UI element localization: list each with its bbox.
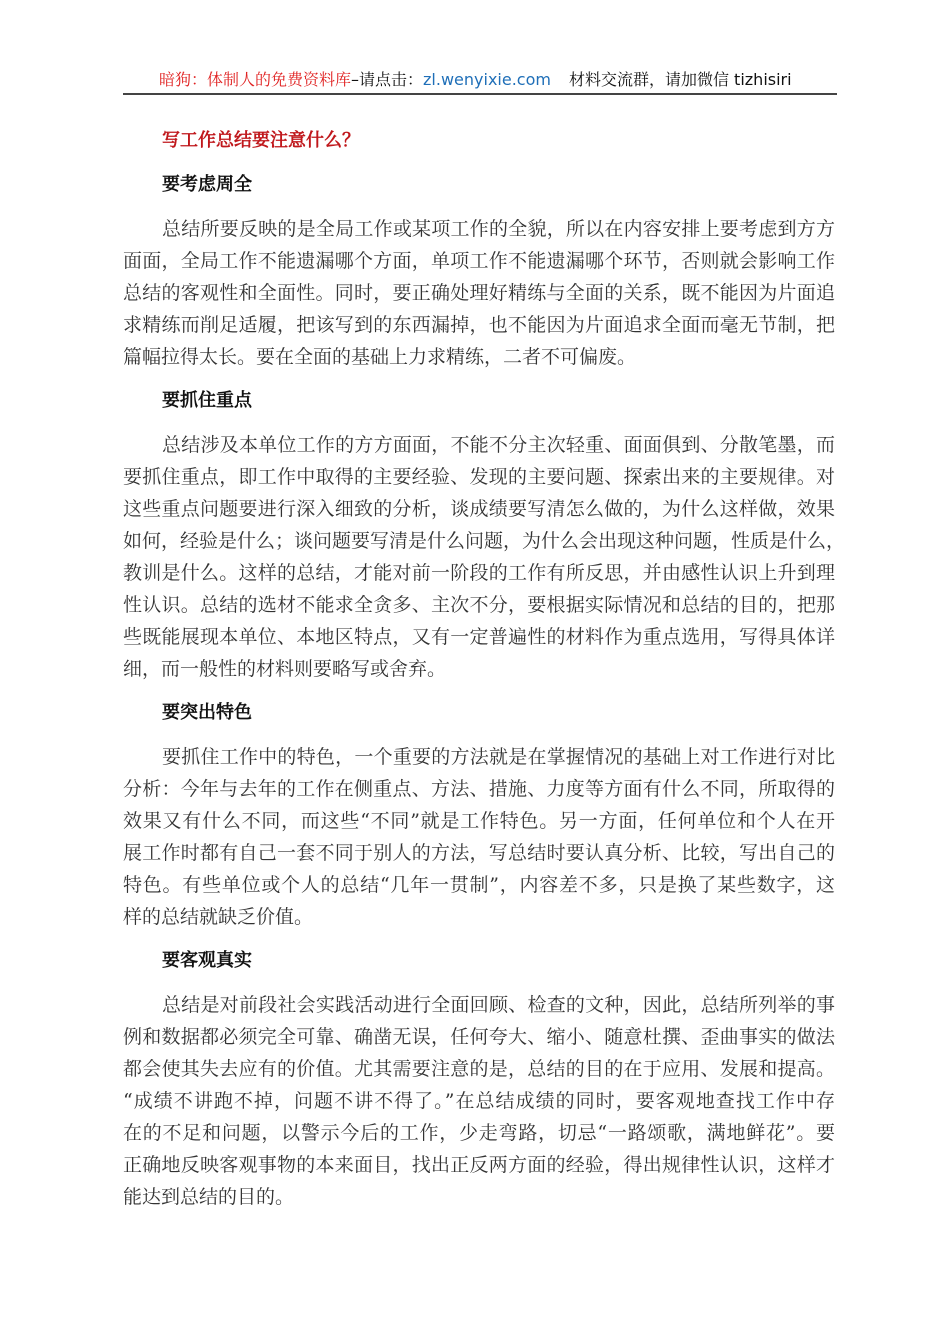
- paragraph-line: 求精练而削足适履，把该写到的东西漏掉，也不能因为片面追求全面而毫无节制，把: [123, 314, 835, 336]
- document-section: [123, 697, 835, 933]
- paragraph-line: 特色。有些单位或个人的总结“几年一贯制”，内容差不多，只是换了某些数字，这: [123, 874, 835, 896]
- paragraph-line: 这些重点问题要进行深入细致的分析，谈成绩要写清怎么做的，为什么这样做，效果: [123, 498, 835, 520]
- header-prompt: –请点击：: [351, 70, 424, 89]
- section-heading: 要考虑周全: [162, 174, 252, 195]
- paragraph-line: 总结涉及本单位工作的方方面面，不能不分主次轻重、面面俱到、分散笔墨，而: [162, 434, 835, 456]
- paragraph-line: 细，而一般性的材料则要略写或舍弃。: [123, 658, 447, 680]
- paragraph-line: 面面，全局工作不能遗漏哪个方面，单项工作不能遗漏哪个环节，否则就会影响工作: [123, 250, 835, 272]
- header-contact: 材料交流群，请加微信 tizhisiri: [568, 70, 792, 89]
- paragraph-line: 展工作时都有自己一套不同于别人的方法，写总结时要认真分析、比较，写出自己的: [123, 842, 835, 864]
- paragraph-line: 教训是什么。这样的总结，才能对前一阶段的工作有所反思，并由感性认识上升到理: [123, 562, 835, 584]
- paragraph-line: 些既能展现本单位、本地区特点，又有一定普遍性的材料作为重点选用，写得具体详: [123, 626, 835, 648]
- paragraph-line: 分析：今年与去年的工作在侧重点、方法、措施、力度等方面有什么不同，所取得的: [123, 778, 835, 800]
- paragraph-line: “成绩不讲跑不掉，问题不讲不得了。”在总结成绩的同时，要客观地查找工作中存: [123, 1090, 835, 1112]
- paragraph-line: 如何，经验是什么；谈问题要写清是什么问题，为什么会出现这种问题，性质是什么，: [123, 530, 846, 552]
- document-section: [123, 385, 846, 685]
- paragraph-line: 总结的客观性和全面性。同时，要正确处理好精练与全面的关系，既不能因为片面追: [123, 282, 835, 304]
- paragraph: [123, 989, 835, 1213]
- paragraph-line: 要抓住重点，即工作中取得的主要经验、发现的主要问题、探索出来的主要规律。对: [123, 466, 835, 488]
- section-heading: 要抓住重点: [162, 390, 252, 411]
- paragraph-line: 例和数据都必须完全可靠、确凿无误，任何夸大、缩小、随意杜撰、歪曲事实的做法: [123, 1026, 835, 1048]
- paragraph-line: 正确地反映客观事物的本来面目，找出正反两方面的经验，得出规律性认识，这样才: [123, 1154, 835, 1176]
- document-body: [123, 125, 846, 1213]
- paragraph-line: 都会使其失去应有的价值。尤其需要注意的是，总结的目的在于应用、发展和提高。: [123, 1058, 835, 1080]
- paragraph-line: 能达到总结的目的。: [123, 1186, 295, 1208]
- paragraph: [123, 741, 835, 933]
- paragraph: [123, 213, 835, 373]
- paragraph: [123, 429, 846, 685]
- document-title: 写工作总结要注意什么？: [162, 130, 360, 151]
- page-header: [123, 66, 837, 95]
- section-heading: 要客观真实: [162, 950, 252, 971]
- paragraph-line: 要抓住工作中的特色，一个重要的方法就是在掌握情况的基础上对工作进行对比: [162, 746, 835, 768]
- paragraph-line: 性认识。总结的选材不能求全贪多、主次不分，要根据实际情况和总结的目的，把那: [123, 594, 835, 616]
- paragraph-line: 总结是对前段社会实践活动进行全面回顾、检查的文种，因此，总结所列举的事: [162, 994, 835, 1016]
- section-heading: 要突出特色: [162, 702, 252, 723]
- header-link[interactable]: zl.wenyixie.com: [423, 70, 551, 89]
- header-brand: 暗狗：体制人的免费资料库: [159, 70, 352, 89]
- document-section: [123, 945, 835, 1213]
- paragraph-line: 效果又有什么不同，而这些“不同”就是工作特色。另一方面，任何单位和个人在开: [123, 810, 835, 832]
- paragraph-line: 总结所要反映的是全局工作或某项工作的全貌，所以在内容安排上要考虑到方方: [162, 218, 835, 240]
- paragraph-line: 篇幅拉得太长。要在全面的基础上力求精练，二者不可偏废。: [123, 346, 637, 368]
- paragraph-line: 在的不足和问题，以警示今后的工作，少走弯路，切忌“一路颂歌，满地鲜花”。要: [123, 1122, 835, 1144]
- paragraph-line: 样的总结就缺乏价值。: [123, 906, 314, 928]
- document-section: [123, 169, 835, 373]
